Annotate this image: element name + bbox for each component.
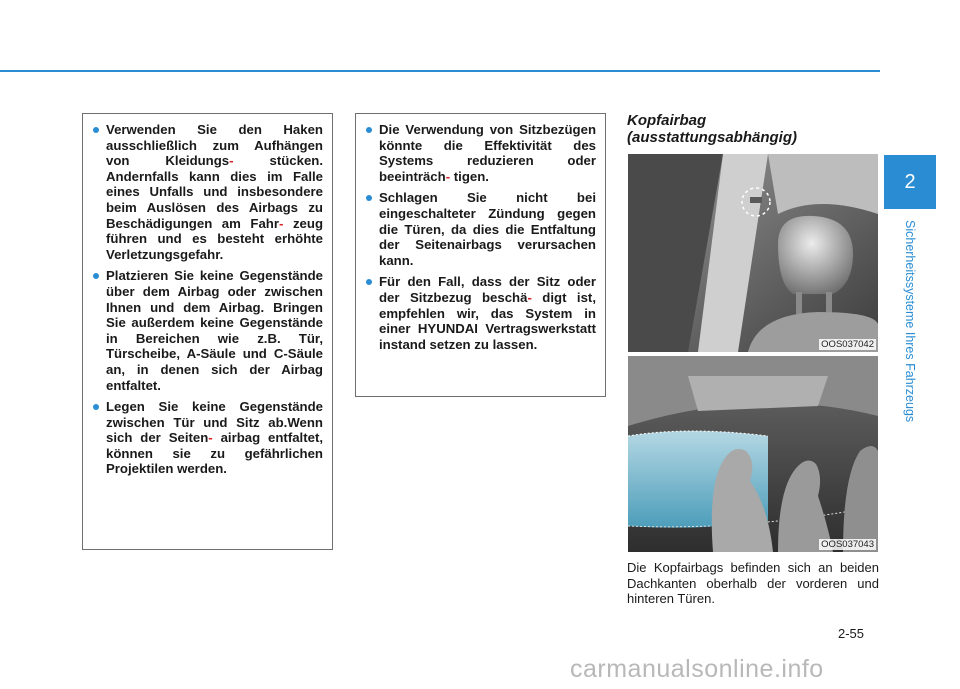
left-bullet-list — [90, 122, 323, 477]
bullet-item — [363, 190, 596, 268]
heading-line-2: (ausstattungsabhängig) — [627, 129, 798, 146]
body-paragraph: Die Kopfairbags befinden sich an beiden Dachkanten oberhalb der vorderen und hinteren Türen. — [627, 560, 879, 606]
figure-1-illustration — [628, 154, 878, 352]
warning-box-left — [82, 113, 333, 550]
chapter-title-vertical — [900, 220, 920, 440]
chapter-tab: 2 — [884, 155, 936, 209]
bullet-text: stücken. Andernfalls kann dies im Falle eines Unfalls und insbesondere beim Auslösen des Airbags zu Beschädigungen am Fahr — [106, 153, 323, 231]
chapter-title: Sicherheitssysteme Ihres Fahrzeugs — [903, 220, 917, 423]
bullet-text: Für den Fall, dass der Sitz oder der Sitzbezug beschä — [379, 274, 596, 305]
bullet-text: Platzieren Sie keine Gegenstände über dem Airbag oder zwischen Ihnen und dem Airbag. Bringen Sie außerdem keine Gegenstände in Bereichen wie z.B. Tür, Türscheibe, A-Säule und C-Säule an, in denen sich der Airbag entfaltet. — [106, 268, 323, 393]
bullet-text: Schlagen Sie nicht bei eingeschalteter Zündung gegen die Türen, da dies die Entfaltung der Seitenairbags verursachen kann. — [379, 190, 596, 268]
figure-curtain-airbag-deployed — [628, 356, 878, 552]
figure-2-illustration — [628, 356, 878, 552]
figure-code-2: OOS037043 — [821, 539, 874, 550]
bullet-item — [363, 274, 596, 352]
bullet-text: tigen. — [450, 168, 489, 184]
bullet-text: zeug führen und es besteht erhöhte Verletzungsgefahr. — [106, 215, 323, 262]
figure-curtain-airbag-location — [628, 154, 878, 352]
page-number: 2-55 — [838, 626, 865, 641]
header-rule — [0, 70, 880, 72]
bullet-text: Verwenden Sie den Haken ausschließlich zum Aufhängen von Kleidungs — [106, 122, 323, 169]
heading-line-1: Kopfairbag — [627, 112, 707, 129]
bullet-item — [90, 399, 323, 477]
warning-box-middle — [355, 113, 606, 397]
bullet-text: digt ist, empfehlen wir, das System in einer HYUNDAI Vertragswerkstatt instand setzen zu lassen. — [379, 289, 596, 352]
middle-bullet-list — [363, 122, 596, 352]
hyphen-mark: - — [445, 168, 451, 184]
section-heading — [627, 112, 797, 146]
hyphen-mark: - — [208, 430, 213, 446]
hyphen-mark: - — [527, 289, 532, 305]
watermark: carmanualsonline.info — [570, 655, 824, 683]
figure-code-1: OOS037042 — [821, 339, 874, 350]
bullet-item — [90, 268, 323, 393]
hyphen-mark: - — [279, 215, 284, 231]
hyphen-mark: - — [229, 153, 234, 169]
bullet-text: Legen Sie keine Gegenstände zwischen Tür und Sitz ab.Wenn sich der Seiten — [106, 399, 323, 446]
bullet-text: airbag entfaltet, können sie zu gefährlichen Projektilen werden. — [106, 430, 323, 477]
bullet-item — [90, 122, 323, 262]
bullet-text: Die Verwendung von Sitzbezügen könnte die Effektivität des Systems reduzieren oder beeinträch — [379, 122, 596, 184]
bullet-item — [363, 122, 596, 184]
